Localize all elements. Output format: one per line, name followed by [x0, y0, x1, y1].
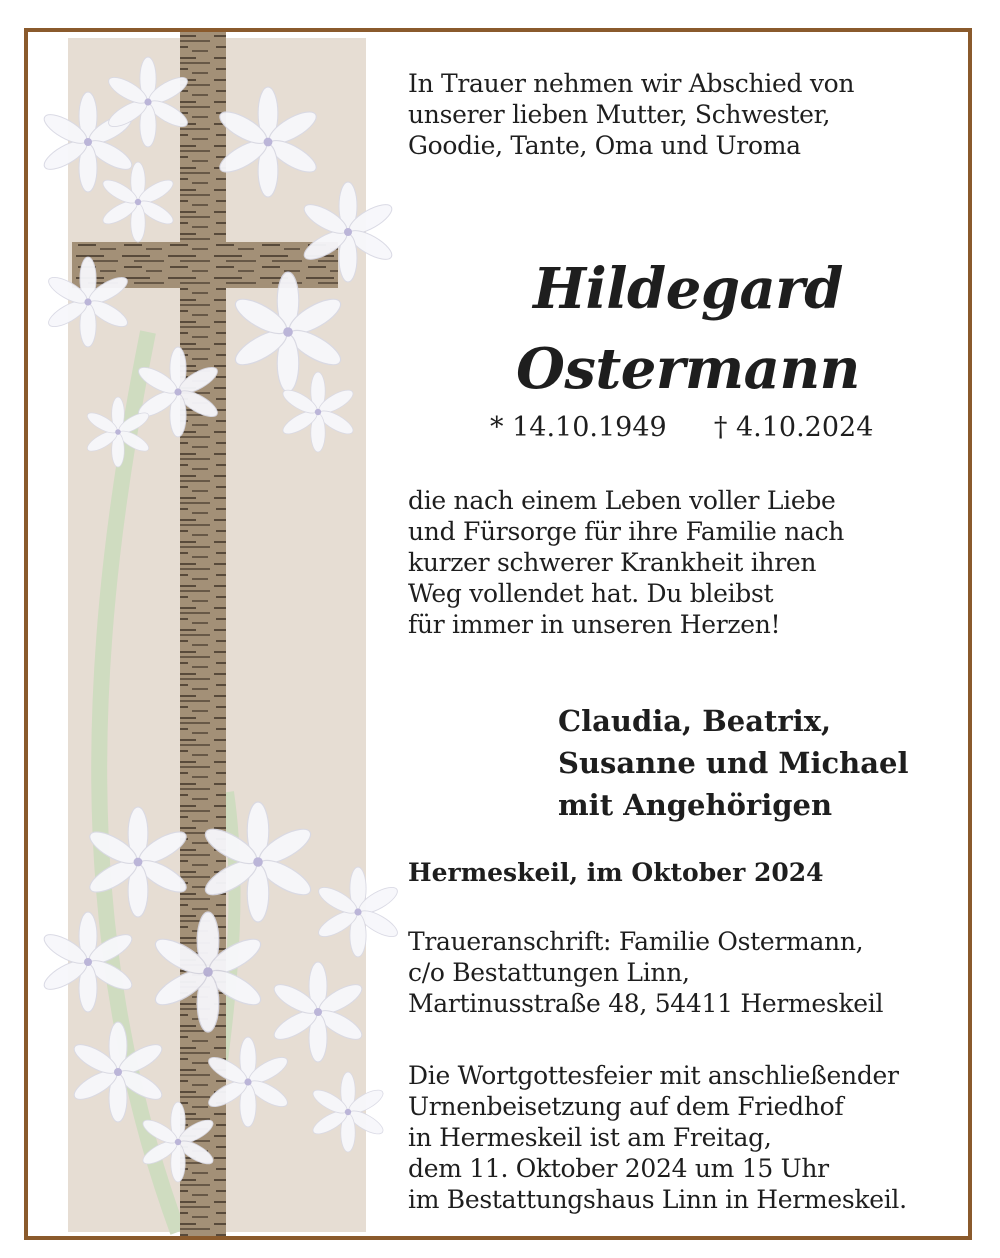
birth-date: * 14.10.1949 [490, 412, 667, 443]
cross-and-flowers-illustration [28, 32, 418, 1236]
obituary-frame [24, 28, 972, 1240]
mourners [558, 700, 909, 826]
intro-line: Goodie, Tante, Oma und Uroma [408, 131, 801, 160]
ceremony-line: Die Wortgottesfeier mit anschließender [408, 1061, 899, 1090]
tribute-line: für immer in unseren Herzen! [408, 610, 781, 639]
intro-line: unserer lieben Mutter, Schwester, [408, 100, 831, 129]
address-line: Traueranschrift: Familie Ostermann, [408, 927, 864, 956]
tribute-line: und Fürsorge für ihre Familie nach [408, 517, 845, 546]
ceremony-line: in Hermeskeil ist am Freitag, [408, 1123, 772, 1152]
life-dates [490, 412, 873, 443]
deceased-first-name: Hildegard [533, 256, 843, 322]
mourners-line: mit Angehörigen [558, 788, 833, 822]
death-date: † 4.10.2024 [713, 412, 874, 443]
tribute-line: die nach einem Leben voller Liebe [408, 486, 836, 515]
address-line: c/o Bestattungen Linn, [408, 958, 690, 987]
place-and-date: Hermeskeil, im Oktober 2024 [408, 858, 824, 887]
ceremony-line: Urnenbeisetzung auf dem Friedhof [408, 1092, 844, 1121]
tribute-line: kurzer schwerer Krankheit ihren [408, 548, 817, 577]
mourning-address [408, 926, 883, 1019]
intro-line: In Trauer nehmen wir Abschied von [408, 69, 855, 98]
ceremony-line: im Bestattungshaus Linn in Hermeskeil. [408, 1185, 907, 1214]
mourners-line: Susanne und Michael [558, 746, 909, 780]
intro-text [408, 68, 854, 161]
mourners-line: Claudia, Beatrix, [558, 704, 832, 738]
tribute-text [408, 485, 844, 640]
address-line: Martinusstraße 48, 54411 Hermeskeil [408, 989, 884, 1018]
tribute-line: Weg vollendet hat. Du bleibst [408, 579, 774, 608]
deceased-last-name: Ostermann [516, 336, 860, 402]
ceremony-line: dem 11. Oktober 2024 um 15 Uhr [408, 1154, 829, 1183]
ceremony-info [408, 1060, 907, 1215]
